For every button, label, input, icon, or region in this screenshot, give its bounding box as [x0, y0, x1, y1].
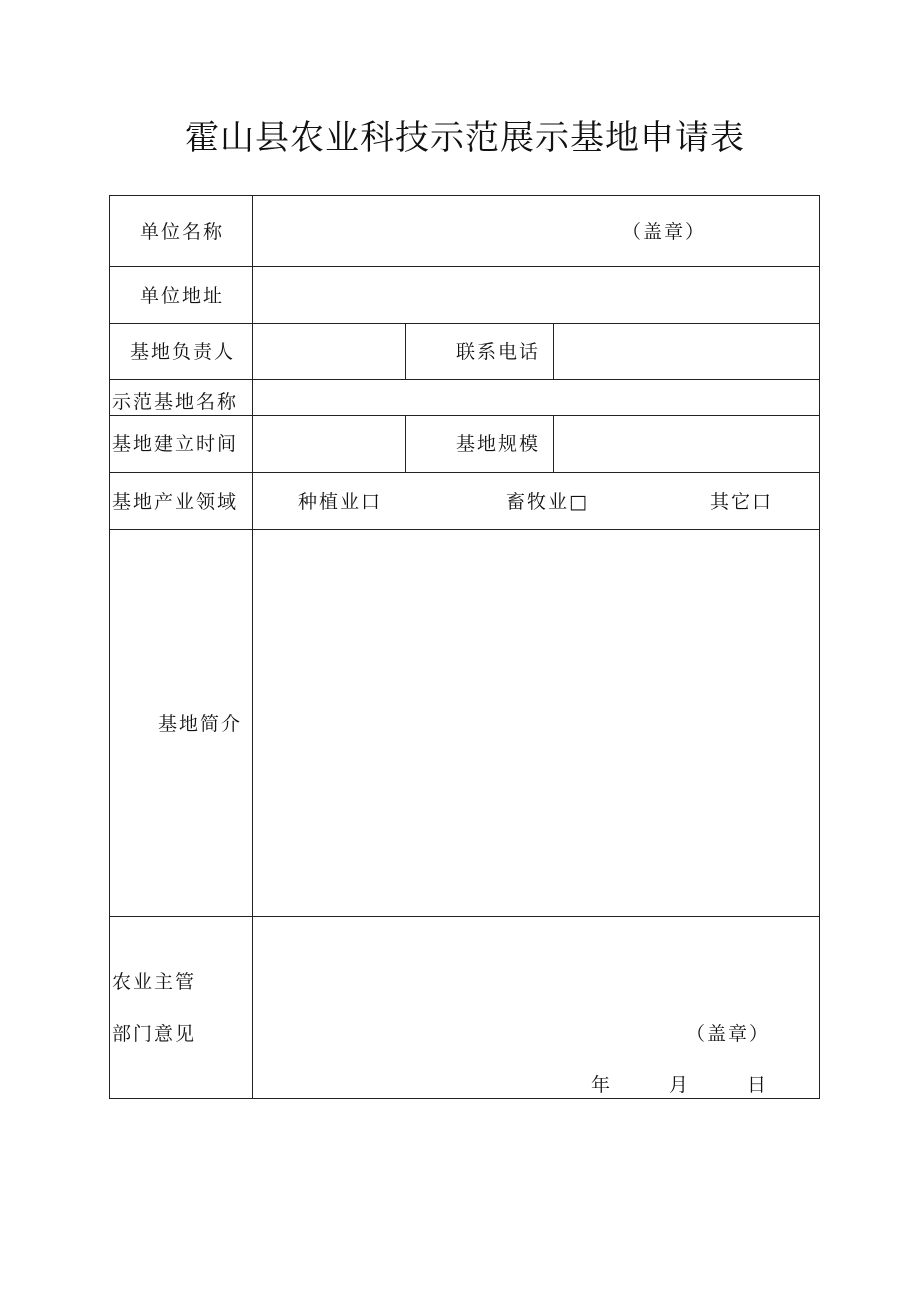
- scale-label: 基地规模: [456, 433, 541, 455]
- base-head-label: 基地负责人: [130, 341, 236, 363]
- unit-name-field[interactable]: [253, 197, 819, 266]
- industry-option-planting[interactable]: 种植业口: [298, 491, 383, 513]
- unit-name-label: 单位名称: [140, 221, 225, 243]
- intro-label: 基地简介: [158, 713, 243, 735]
- phone-label: 联系电话: [456, 341, 541, 363]
- build-time-label: 基地建立时间: [112, 433, 239, 455]
- unit-address-label: 单位地址: [140, 285, 225, 307]
- industry-label: 基地产业领域: [112, 491, 239, 513]
- opinion-month: 月: [669, 1074, 691, 1096]
- column-divider: [405, 415, 406, 472]
- opinion-label-line2: 部门意见: [112, 1023, 197, 1045]
- demo-base-name-field[interactable]: [253, 380, 819, 415]
- application-form-table: [109, 195, 820, 1099]
- opinion-label-line1: 农业主管: [112, 971, 197, 993]
- column-divider: [405, 323, 406, 379]
- scale-field[interactable]: [554, 416, 819, 472]
- unit-address-field[interactable]: [253, 267, 819, 323]
- row-divider: [110, 472, 819, 473]
- intro-field[interactable]: [253, 530, 819, 916]
- unit-name-stamp: （盖章）: [622, 221, 707, 243]
- demo-base-name-label: 示范基地名称: [112, 391, 239, 413]
- base-head-field[interactable]: [253, 324, 405, 379]
- industry-option-other[interactable]: 其它口: [710, 491, 774, 513]
- opinion-field[interactable]: [253, 917, 819, 1098]
- form-title: 霍山县农业科技示范展示基地申请表: [185, 118, 745, 158]
- opinion-stamp: （盖章）: [686, 1023, 771, 1045]
- opinion-year: 年: [591, 1074, 613, 1096]
- opinion-day: 日: [747, 1074, 769, 1096]
- phone-field[interactable]: [554, 324, 819, 379]
- build-time-field[interactable]: [253, 416, 405, 472]
- industry-option-livestock[interactable]: 畜牧业□: [506, 491, 589, 513]
